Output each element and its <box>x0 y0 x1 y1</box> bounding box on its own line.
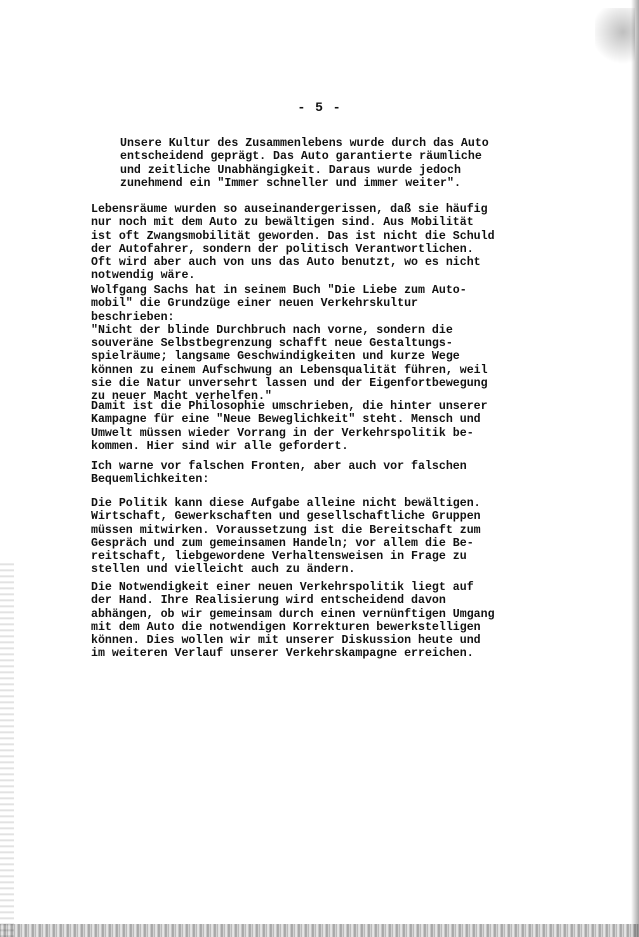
text-line: müssen mitwirken. Voraussetzung ist die Bereitschaft zum <box>91 523 481 537</box>
paragraph-1 <box>120 137 520 190</box>
text-line: Oft wird aber auch von uns das Auto benutzt, wo es nicht <box>91 256 481 270</box>
text-line: spielräume; langsame Geschwindigkeiten und kurze Wege <box>91 350 460 364</box>
text-line: Lebensräume wurden so auseinandergerissen, daß sie häufig <box>91 203 488 216</box>
text-line: mobil" die Grundzüge einer neuen Verkehrskultur <box>91 297 418 311</box>
text-line: sie die Natur unversehrt lassen und der Eigenfortbewegung <box>91 377 488 391</box>
text-line: abhängen, ob wir gemeinsam durch einen vernünftigen Umgang <box>91 607 495 621</box>
paragraph-4 <box>91 400 521 453</box>
text-line: können. Dies wollen wir mit unserer Diskussion heute und <box>91 634 481 648</box>
text-line: stellen und vielleicht auch zu ändern. <box>91 563 356 577</box>
text-line: Kampagne für eine "Neue Beweglichkeit" steht. Mensch und <box>91 413 481 427</box>
scan-artifact-left <box>0 560 14 937</box>
paragraph-6 <box>91 497 521 577</box>
text-line: reitschaft, liebgewordene Verhaltensweisen in Frage zu <box>91 550 467 564</box>
text-line: Die Notwendigkeit einer neuen Verkehrspolitik liegt auf <box>91 581 474 594</box>
text-line: beschrieben: <box>91 310 175 324</box>
text-line: nur noch mit dem Auto zu bewältigen sind. Aus Mobilität <box>91 216 474 230</box>
text-line: Bequemlichkeiten: <box>91 473 210 487</box>
text-line: zu neuer Macht verhelfen." <box>91 390 272 404</box>
paragraph-5 <box>91 460 521 487</box>
scan-artifact-corner <box>595 8 635 68</box>
text-line: Umwelt müssen wieder Vorrang in der Verkehrspolitik be- <box>91 426 474 440</box>
text-line: Wirtschaft, Gewerkschaften und gesellschaftliche Gruppen <box>91 510 481 524</box>
paragraph-7 <box>91 581 521 661</box>
text-line: kommen. Hier sind wir alle gefordert. <box>91 439 349 453</box>
scan-artifact-right <box>631 0 639 937</box>
text-line: können zu einem Aufschwung an Lebensqualität führen, weil <box>91 363 488 377</box>
text-line: notwendig wäre. <box>91 269 196 283</box>
text-line: und zeitliche Unabhängigkeit. Daraus wurde jedoch <box>120 163 461 177</box>
text-line: der Hand. Ihre Realisierung wird entscheidend davon <box>91 594 446 608</box>
text-line: entscheidend geprägt. Das Auto garantierte räumliche <box>120 150 482 164</box>
paragraph-2 <box>91 203 521 283</box>
text-line: der Autofahrer, sondern der politisch Verantwortlichen. <box>91 242 474 256</box>
text-line: Die Politik kann diese Aufgabe alleine nicht bewältigen. <box>91 497 481 510</box>
text-line: Wolfgang Sachs hat in seinem Buch "Die Liebe zum Auto- <box>91 284 467 297</box>
scan-artifact-bottom <box>0 924 639 937</box>
text-line: zunehmend ein "Immer schneller und immer weiter". <box>120 176 461 190</box>
text-line: Ich warne vor falschen Fronten, aber auch vor falschen <box>91 460 467 473</box>
text-line: "Nicht der blinde Durchbruch nach vorne, sondern die <box>91 323 453 337</box>
text-line: Damit ist die Philosophie umschrieben, die hinter unserer <box>91 400 488 413</box>
text-line: Unsere Kultur des Zusammenlebens wurde durch das Auto <box>120 137 489 150</box>
text-line: mit dem Auto die notwendigen Korrekturen bewerkstelligen <box>91 620 481 634</box>
text-line: Gespräch und zum gemeinsamen Handeln; vor allem die Be- <box>91 536 474 550</box>
text-line: ist oft Zwangsmobilität geworden. Das ist nicht die Schuld <box>91 229 495 243</box>
text-line: im weiteren Verlauf unserer Verkehrskampagne erreichen. <box>91 647 474 661</box>
paragraph-3 <box>91 284 521 404</box>
page-number: - 5 - <box>297 100 342 115</box>
text-line: souveräne Selbstbegrenzung schafft neue Gestaltungs- <box>91 337 453 351</box>
